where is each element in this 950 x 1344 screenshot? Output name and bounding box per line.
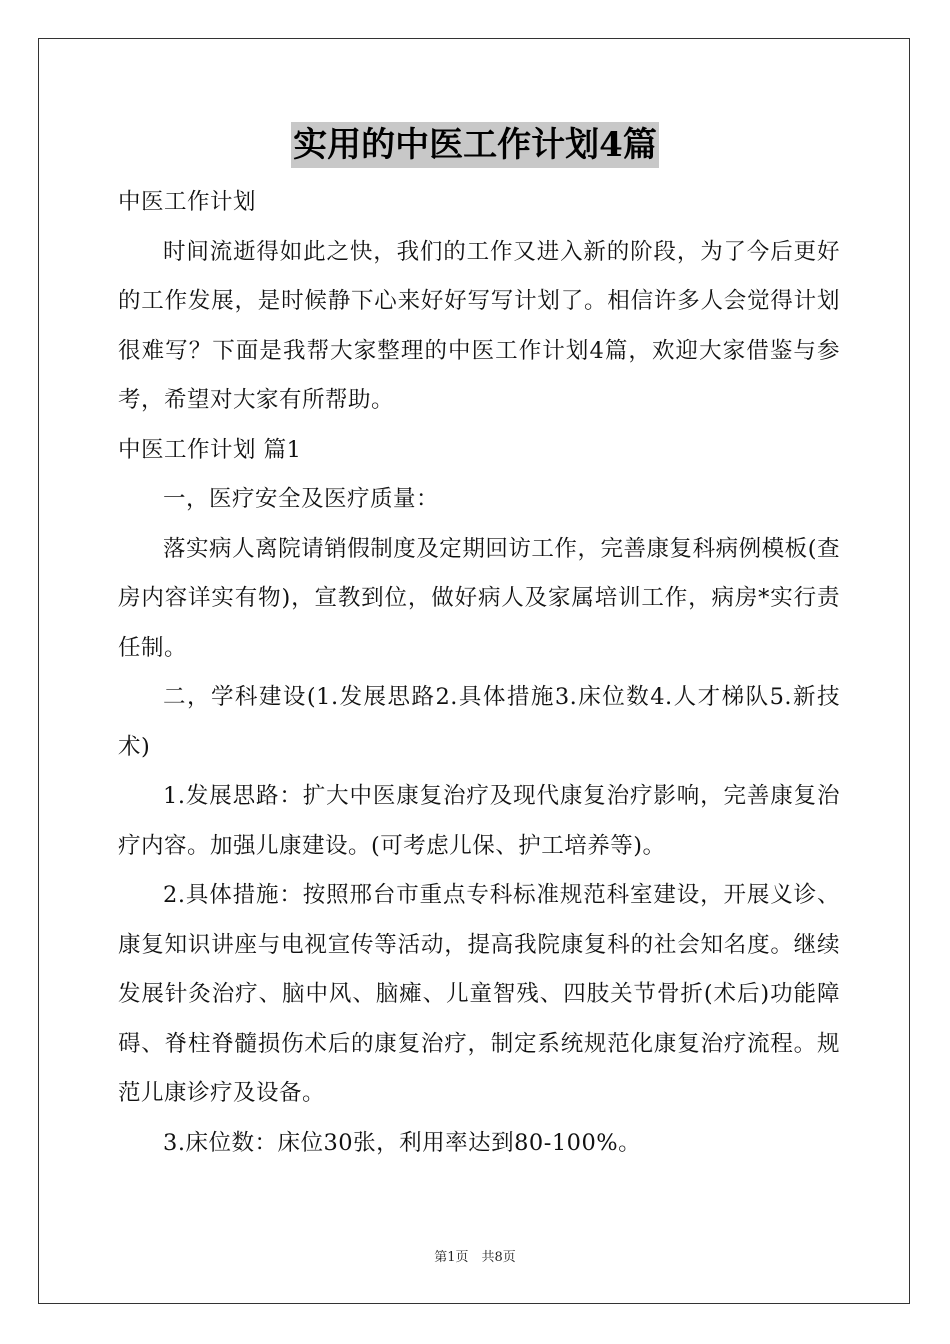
body-paragraph: 2.具体措施：按照邢台市重点专科标准规范科室建设，开展义诊、康复知识讲座与电视宣传等活动，提高我院康复科的社会知名度。继续发展针灸治疗、脑中风、脑瘫、儿童智残、四肢关节骨折(术后)功能障碍、脊柱脊髓损伤术后的康复治疗，制定系统规范化康复治疗流程。规范儿康诊疗及设备。 — [118, 882, 840, 1106]
document-body — [118, 178, 840, 1168]
body-paragraph: 一，医疗安全及医疗质量： — [163, 486, 440, 512]
section-heading: 中医工作计划 篇1 — [118, 436, 302, 463]
body-paragraph: 3.床位数：床位30张，利用率达到80-100%。 — [163, 1129, 642, 1156]
document-title: 实用的中医工作计划4篇 — [291, 122, 659, 168]
section-heading: 中医工作计划 — [118, 189, 257, 215]
document-title-container — [0, 122, 950, 168]
body-paragraph: 时间流逝得如此之快，我们的工作又进入新的阶段，为了今后更好的工作发展，是时候静下心来好好写写计划了。相信许多人会觉得计划很难写？下面是我帮大家整理的中医工作计划4篇，欢迎大家借鉴与参考，希望对大家有所帮助。 — [118, 238, 840, 413]
body-paragraph: 1.发展思路：扩大中医康复治疗及现代康复治疗影响，完善康复治疗内容。加强儿康建设。(可考虑儿保、护工培养等)。 — [118, 783, 840, 859]
page-footer: 第1页 共8页 — [434, 1250, 516, 1265]
body-paragraph: 落实病人离院请销假制度及定期回访工作，完善康复科病例模板(查房内容详实有物)，宣教到位，做好病人及家属培训工作，病房*实行责任制。 — [118, 535, 840, 661]
body-paragraph: 二，学科建设(1.发展思路2.具体措施3.床位数4.人才梯队5.新技术) — [118, 684, 840, 760]
